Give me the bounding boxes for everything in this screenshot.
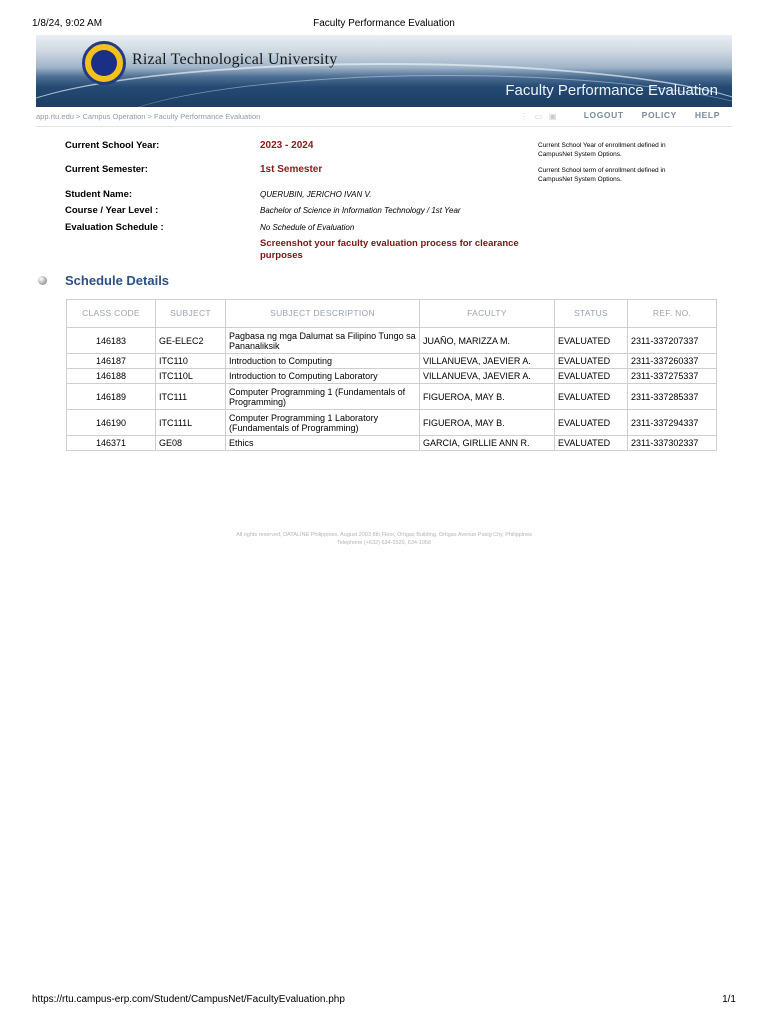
table-header-row bbox=[67, 300, 717, 328]
class-code-cell: 146183 bbox=[67, 328, 156, 354]
semester-label: Current Semester: bbox=[65, 164, 148, 175]
university-logo bbox=[82, 41, 126, 85]
faculty-cell: VILLANUEVA, JAEVIER A. bbox=[420, 369, 555, 384]
ref-cell: 2311-337275337 bbox=[628, 369, 717, 384]
course-label: Course / Year Level : bbox=[65, 205, 159, 216]
subject-cell: ITC111 bbox=[156, 384, 226, 410]
evaluation-label: Evaluation Schedule : bbox=[65, 222, 164, 233]
bullet-icon bbox=[38, 276, 47, 285]
col-description: SUBJECT DESCRIPTION bbox=[226, 300, 420, 328]
print-page-number: 1/1 bbox=[722, 994, 736, 1005]
nav-bar bbox=[36, 108, 732, 127]
col-faculty: FACULTY bbox=[420, 300, 555, 328]
print-timestamp: 1/8/24, 9:02 AM bbox=[32, 18, 103, 29]
col-status: STATUS bbox=[555, 300, 628, 328]
ref-cell: 2311-337302337 bbox=[628, 436, 717, 451]
status-cell: EVALUATED bbox=[555, 354, 628, 369]
divider-icon: ⋮ bbox=[520, 112, 528, 121]
ref-cell: 2311-337260337 bbox=[628, 354, 717, 369]
nav-links bbox=[566, 110, 720, 120]
toolbar-icons bbox=[520, 112, 556, 121]
print-footer bbox=[32, 994, 736, 1005]
subject-cell: GE08 bbox=[156, 436, 226, 451]
logout-link[interactable]: LOGOUT bbox=[583, 110, 624, 120]
footer-telephone: Telephone (+632) 634-1529, 634-1958 bbox=[336, 540, 432, 546]
faculty-cell: JUAÑO, MARIZZA M. bbox=[420, 328, 555, 354]
class-code-cell: 146190 bbox=[67, 410, 156, 436]
faculty-cell: FIGUEROA, MAY B. bbox=[420, 384, 555, 410]
table-row bbox=[67, 410, 717, 436]
calendar-icon[interactable]: ▣ bbox=[548, 112, 557, 121]
table-row bbox=[67, 384, 717, 410]
footer-address: All rights reserved, DATALINE Philippines. August 2003 8th Floor, Ortigas Building, Ortigas Avenue Pasig City, Philippines bbox=[236, 532, 532, 538]
ref-cell: 2311-337285337 bbox=[628, 384, 717, 410]
table-row bbox=[67, 436, 717, 451]
class-code-cell: 146187 bbox=[67, 354, 156, 369]
subject-cell: ITC111L bbox=[156, 410, 226, 436]
student-value: QUERUBIN, JERICHO IVAN V. bbox=[260, 190, 372, 199]
ref-cell: 2311-337207337 bbox=[628, 328, 717, 354]
clearance-warning: Screenshot your faculty evaluation process for clearance purposes bbox=[260, 238, 519, 261]
col-class-code: CLASS CODE bbox=[67, 300, 156, 328]
ref-cell: 2311-337294337 bbox=[628, 410, 717, 436]
policy-link[interactable]: POLICY bbox=[641, 110, 677, 120]
app-title: Faculty Performance Evaluation bbox=[505, 82, 718, 99]
schedule-title: Schedule Details bbox=[65, 273, 170, 288]
description-cell: Ethics bbox=[226, 436, 420, 451]
description-cell: Computer Programming 1 Laboratory (Fundamentals of Programming) bbox=[226, 410, 420, 436]
print-title: Faculty Performance Evaluation bbox=[313, 18, 455, 29]
schedule-table bbox=[66, 299, 717, 451]
table-row bbox=[67, 369, 717, 384]
evaluation-value: No Schedule of Evaluation bbox=[260, 223, 355, 232]
description-cell: Introduction to Computing bbox=[226, 354, 420, 369]
header-banner bbox=[36, 35, 732, 107]
subject-cell: GE-ELEC2 bbox=[156, 328, 226, 354]
print-url: https://rtu.campus-erp.com/Student/CampusNet/FacultyEvaluation.php bbox=[32, 994, 345, 1005]
bookmark-icon[interactable]: ▭ bbox=[534, 112, 543, 121]
status-cell: EVALUATED bbox=[555, 410, 628, 436]
site-footer bbox=[0, 531, 768, 547]
col-ref: REF. NO. bbox=[628, 300, 717, 328]
col-subject: SUBJECT bbox=[156, 300, 226, 328]
school-year-label: Current School Year: bbox=[65, 140, 160, 151]
school-year-value: 2023 - 2024 bbox=[260, 140, 314, 151]
university-name: Rizal Technological University bbox=[132, 51, 338, 68]
status-cell: EVALUATED bbox=[555, 369, 628, 384]
table-row bbox=[67, 354, 717, 369]
breadcrumb[interactable]: app.rtu.edu > Campus Operation > Faculty Performance Evaluation bbox=[36, 112, 261, 121]
faculty-cell: FIGUEROA, MAY B. bbox=[420, 410, 555, 436]
description-cell: Introduction to Computing Laboratory bbox=[226, 369, 420, 384]
student-label: Student Name: bbox=[65, 189, 133, 200]
print-header bbox=[32, 18, 736, 32]
class-code-cell: 146189 bbox=[67, 384, 156, 410]
status-cell: EVALUATED bbox=[555, 384, 628, 410]
description-cell: Computer Programming 1 (Fundamentals of Programming) bbox=[226, 384, 420, 410]
school-year-note: Current School Year of enrollment defined in CampusNet System Options. bbox=[538, 142, 666, 158]
status-cell: EVALUATED bbox=[555, 328, 628, 354]
class-code-cell: 146371 bbox=[67, 436, 156, 451]
semester-value: 1st Semester bbox=[260, 164, 323, 175]
help-link[interactable]: HELP bbox=[694, 110, 720, 120]
status-cell: EVALUATED bbox=[555, 436, 628, 451]
subject-cell: ITC110L bbox=[156, 369, 226, 384]
faculty-cell: GARCIA, GIRLLIE ANN R. bbox=[420, 436, 555, 451]
table-row bbox=[67, 328, 717, 354]
course-value: Bachelor of Science in Information Technology / 1st Year bbox=[260, 206, 461, 215]
class-code-cell: 146188 bbox=[67, 369, 156, 384]
semester-note: Current School term of enrollment defined in CampusNet System Options. bbox=[538, 167, 666, 183]
subject-cell: ITC110 bbox=[156, 354, 226, 369]
faculty-cell: VILLANUEVA, JAEVIER A. bbox=[420, 354, 555, 369]
description-cell: Pagbasa ng mga Dalumat sa Filipino Tungo sa Pananaliksik bbox=[226, 328, 420, 354]
